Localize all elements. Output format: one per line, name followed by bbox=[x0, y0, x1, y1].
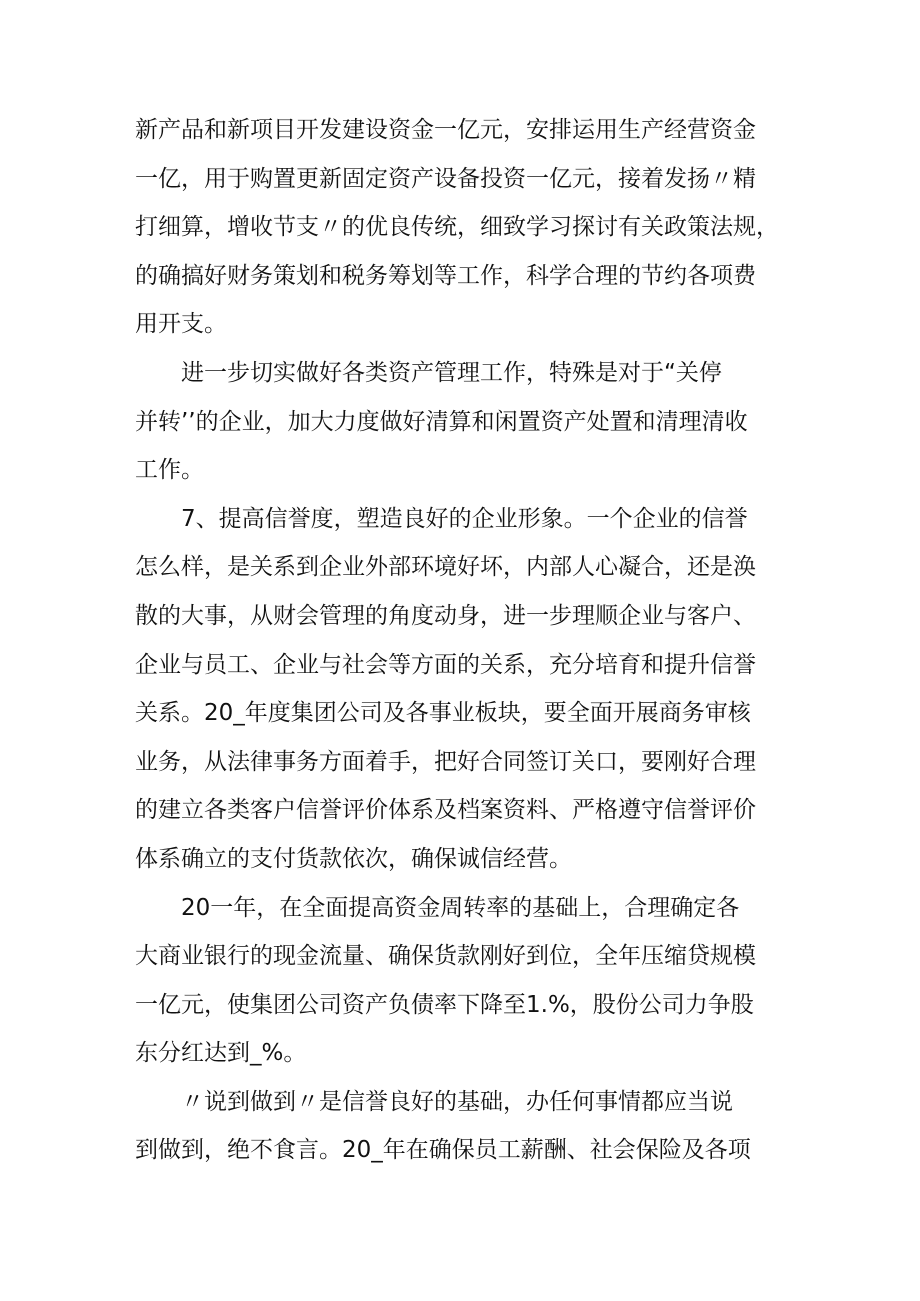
text-line: 散的大事，从财会管理的角度动身，进一步理顺企业与客户、 bbox=[135, 602, 756, 629]
text-line: 7、提高信誉度，塑造良好的企业形象。一个企业的信誉 bbox=[181, 505, 748, 532]
text-line: 一亿元，使集团公司资产负债率下降至1.%，股份公司力争股 bbox=[135, 991, 754, 1018]
text-line: 工作。 bbox=[135, 457, 204, 484]
text-line: 的确搞好财务策划和税务筹划等工作，科学合理的节约各项费 bbox=[135, 262, 756, 289]
text-line: 打细算，增收节支〃的优良传统，细致学习探讨有关政策法规， bbox=[135, 214, 779, 241]
text-line: 东分红达到_%。 bbox=[135, 1040, 307, 1067]
text-line: 20一年，在全面提高资金周转率的基础上，合理确定各 bbox=[181, 894, 740, 921]
text-line: 怎么样，是关系到企业外部环境好坏，内部人心凝合，还是涣 bbox=[135, 554, 756, 581]
text-line: 到做到，绝不食言。20_年在确保员工薪酬、社会保险及各项 bbox=[135, 1137, 751, 1164]
paragraph-2 bbox=[135, 349, 795, 495]
text-line: 并转’’的企业，加大力度做好清算和闲置资产处置和清理清收 bbox=[135, 408, 748, 435]
text-line: 的建立各类客户信誉评价体系及档案资料、严格遵守信誉评价 bbox=[135, 797, 756, 824]
text-line: 关系。20_年度集团公司及各事业板块，要全面开展商务审核 bbox=[135, 700, 751, 727]
document-body bbox=[135, 106, 795, 1175]
text-line: 新产品和新项目开发建设资金一亿元，安排运用生产经营资金 bbox=[135, 117, 756, 143]
paragraph-5 bbox=[135, 1078, 795, 1175]
text-line: 〃说到做到〃是信誉良好的基础，办任何事情都应当说 bbox=[181, 1088, 733, 1115]
text-line: 体系确立的支付货款依次，确保诚信经营。 bbox=[135, 845, 572, 872]
paragraph-4 bbox=[135, 884, 795, 1078]
text-line: 用开支。 bbox=[135, 311, 227, 338]
text-line: 大商业银行的现金流量、确保货款刚好到位，全年压缩贷规模 bbox=[135, 943, 756, 970]
text-line: 一亿，用于购置更新固定资产设备投资一亿元，接着发扬〃精 bbox=[135, 165, 756, 192]
paragraph-1 bbox=[135, 106, 795, 349]
text-line: 企业与员工、企业与社会等方面的关系，充分培育和提升信誉 bbox=[135, 651, 756, 678]
paragraph-3 bbox=[135, 495, 795, 884]
text-line: 进一步切实做好各类资产管理工作，特殊是对于“关停 bbox=[181, 359, 722, 386]
text-line: 业务，从法律事务方面着手，把好合同签订关口，要刚好合理 bbox=[135, 748, 756, 775]
